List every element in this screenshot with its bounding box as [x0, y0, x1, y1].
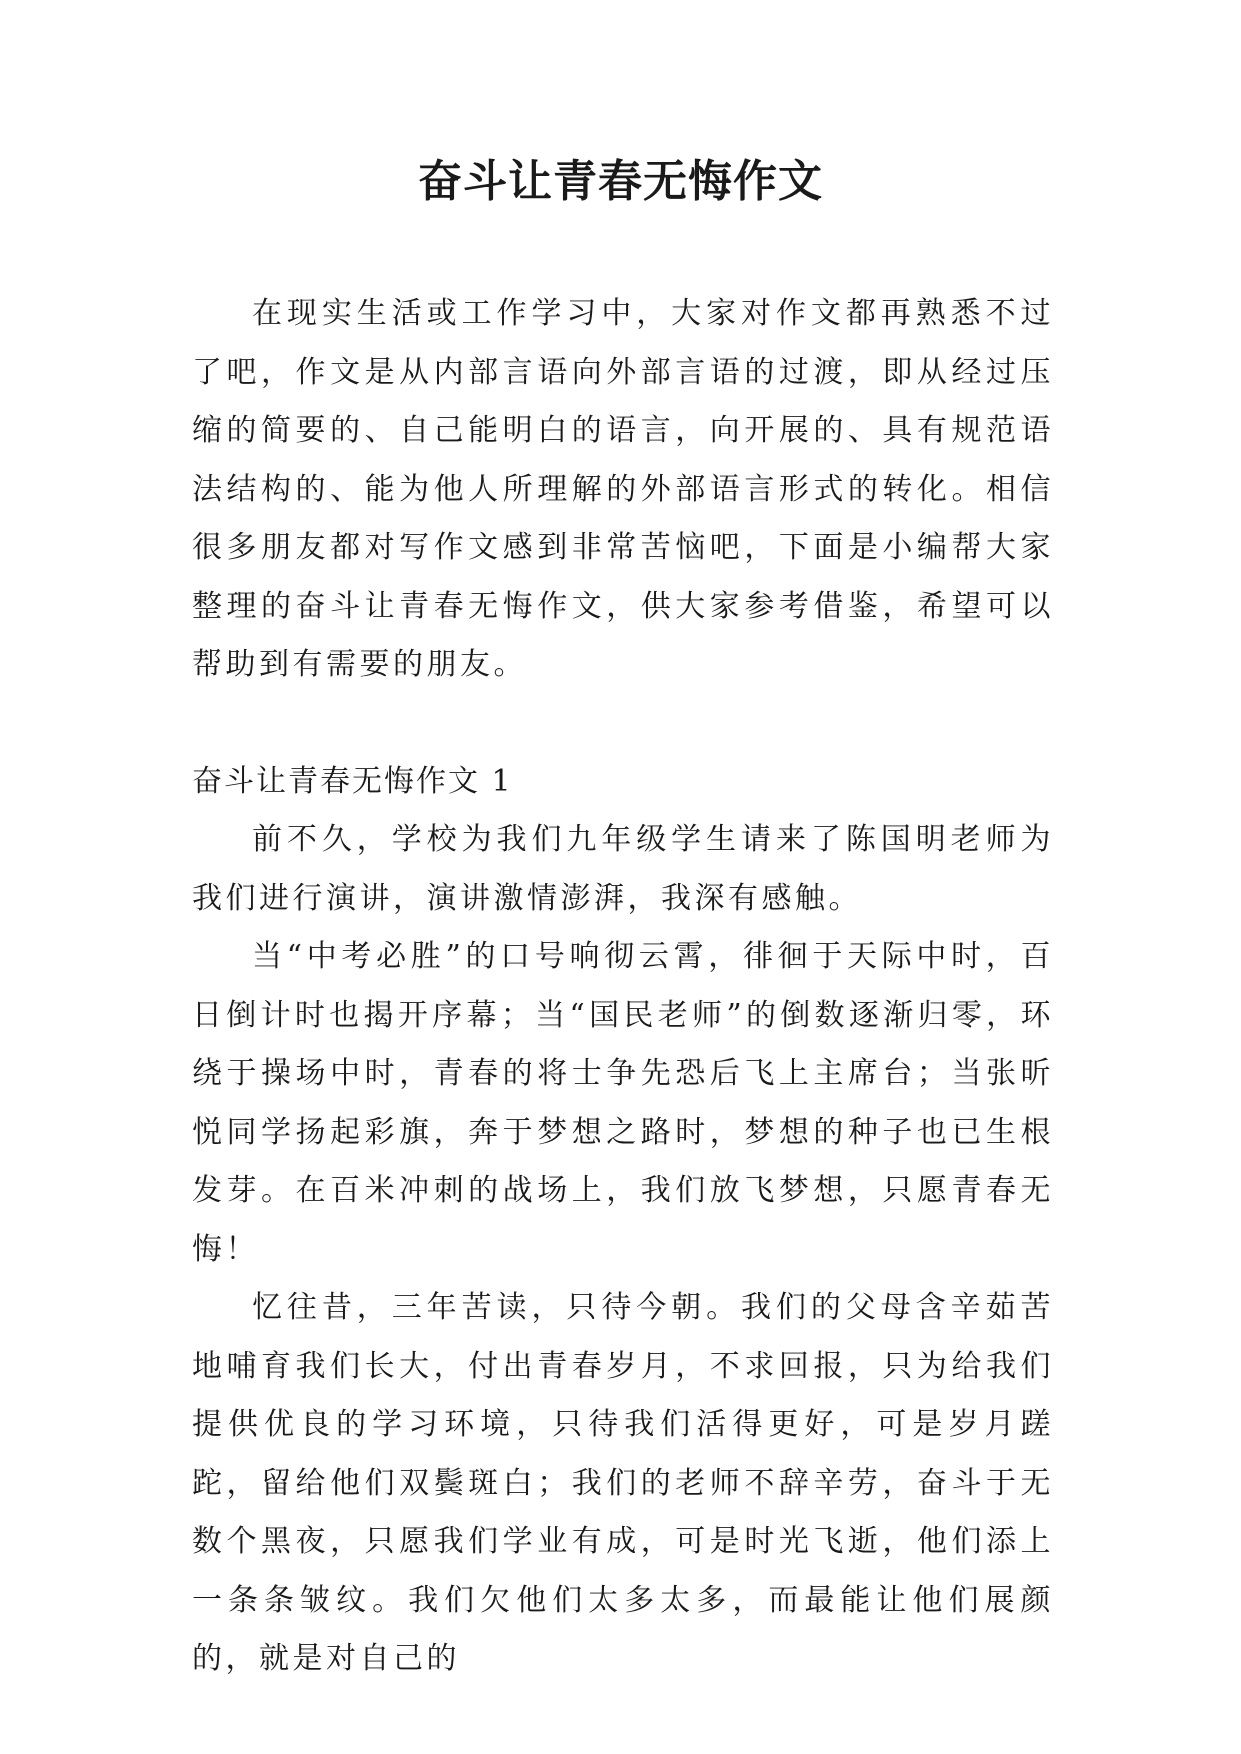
section-gap — [192, 695, 1054, 753]
document-body — [192, 285, 1054, 1689]
document-title: 奋斗让青春无悔作文 — [418, 156, 823, 207]
intro-paragraph: 在现实生活或工作学习中，大家对作文都再熟悉不过了吧，作文是从内部言语向外部言语的过渡，即从经过压缩的简要的、自己能明白的语言，向开展的、具有规范语法结构的、能为他人所理解的外部语言形式的转化。相信很多朋友都对写作文感到非常苦恼吧，下面是小编帮大家整理的奋斗让青春无悔作文，供大家参考借鉴，希望可以帮助到有需要的朋友。 — [192, 296, 1054, 682]
body-paragraph: 前不久，学校为我们九年级学生请来了陈国明老师为我们进行演讲，演讲激情澎湃，我深有感触。 — [192, 822, 1054, 916]
body-paragraph: 忆往昔，三年苦读，只待今朝。我们的父母含辛茹苦地哺育我们长大，付出青春岁月，不求回报，只为给我们提供优良的学习环境，只待我们活得更好，可是岁月蹉跎，留给他们双鬓斑白；我们的老师不辞辛劳，奋斗于无数个黑夜，只愿我们学业有成，可是时光飞逝，他们添上一条条皱纹。我们欠他们太多太多，而最能让他们展颜的，就是对自己的 — [192, 1290, 1054, 1676]
section-heading: 奋斗让青春无悔作文 1 — [192, 763, 513, 799]
body-paragraph: 当“中考必胜”的口号响彻云霄，徘徊于天际中时，百日倒计时也揭开序幕；当“国民老师”的倒数逐渐归零，环绕于操场中时，青春的将士争先恐后飞上主席台；当张昕悦同学扬起彩旗，奔于梦想之路时，梦想的种子也已生根发芽。在百米冲刺的战场上，我们放飞梦想，只愿青春无悔！ — [192, 939, 1054, 1267]
